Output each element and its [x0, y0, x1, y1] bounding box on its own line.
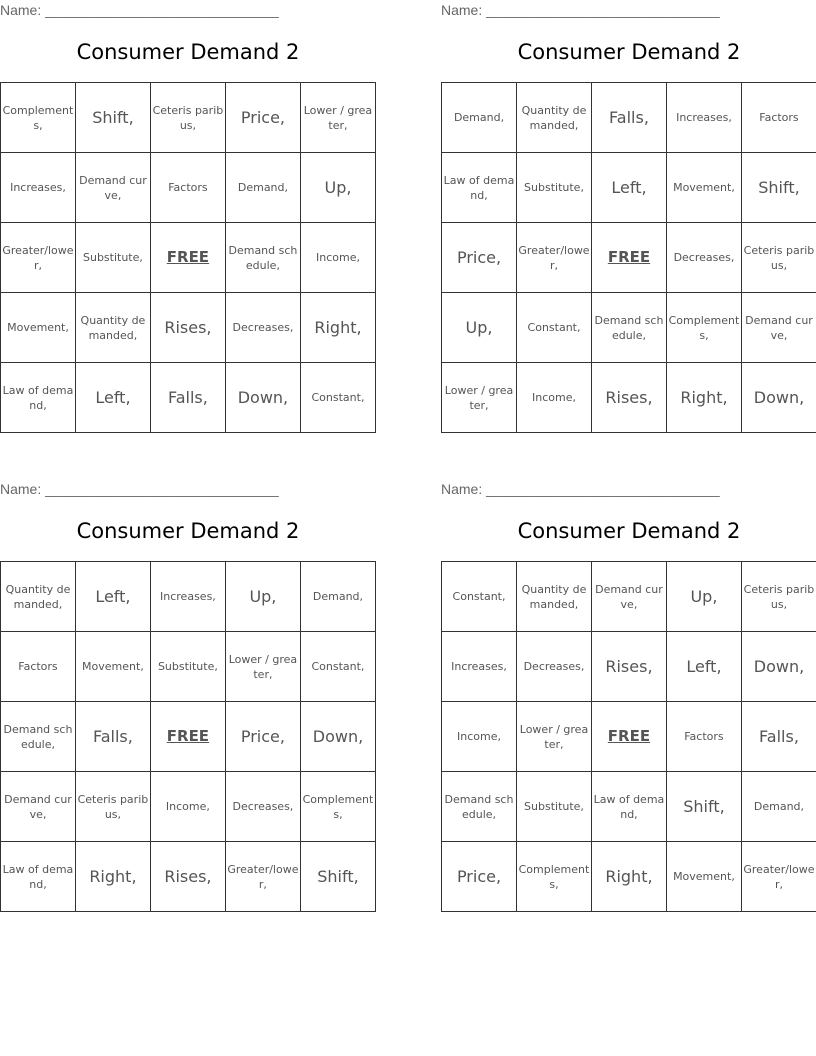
grid-row [442, 83, 816, 153]
bingo-cell: Rises, [591, 632, 666, 702]
bingo-cell: Law of demand, [442, 153, 517, 223]
grid-row [442, 223, 816, 293]
bingo-cell: Left, [666, 632, 741, 702]
grid-row [1, 842, 376, 912]
bingo-cell: Price, [442, 223, 517, 293]
bingo-cell: Demand schedule, [225, 223, 300, 293]
bingo-cell: Demand curve, [591, 562, 666, 632]
card-title: Consumer Demand 2 [517, 519, 741, 543]
bingo-cell: Law of demand, [591, 772, 666, 842]
bingo-cell: Greater/lower, [517, 223, 592, 293]
bingo-cell: Lower / greater, [300, 83, 375, 153]
bingo-cell: Ceteris paribus, [150, 83, 225, 153]
bingo-cell: Income, [150, 772, 225, 842]
bingo-cell: Down, [225, 363, 300, 433]
bingo-cell: Left, [75, 562, 150, 632]
bingo-cell: Down, [741, 632, 816, 702]
bingo-cell: Complements, [517, 842, 592, 912]
bingo-cell: Price, [442, 842, 517, 912]
free-space: FREE [591, 223, 666, 293]
bingo-cell: Income, [442, 702, 517, 772]
free-space: FREE [150, 702, 225, 772]
bingo-cell: Up, [300, 153, 375, 223]
bingo-cell: Substitute, [517, 772, 592, 842]
bingo-cell: Movement, [75, 632, 150, 702]
grid-row [1, 363, 376, 433]
bingo-cell: Demand, [741, 772, 816, 842]
bingo-cell: Decreases, [225, 293, 300, 363]
bingo-cell: Decreases, [517, 632, 592, 702]
bingo-grid [441, 561, 816, 912]
bingo-cell: Falls, [591, 83, 666, 153]
bingo-cell: Substitute, [75, 223, 150, 293]
bingo-cell: Lower / greater, [517, 702, 592, 772]
bingo-cell: Right, [300, 293, 375, 363]
bingo-cell: Constant, [517, 293, 592, 363]
bingo-cell: Demand curve, [741, 293, 816, 363]
name-field[interactable]: Name: ______________________________ [0, 2, 279, 18]
bingo-cell: Complements, [666, 293, 741, 363]
bingo-cell: Shift, [300, 842, 375, 912]
bingo-cell: Substitute, [150, 632, 225, 702]
bingo-cell: Demand, [442, 83, 517, 153]
bingo-cell: Ceteris paribus, [741, 223, 816, 293]
bingo-cell: Factors [666, 702, 741, 772]
grid-row [1, 772, 376, 842]
bingo-cell: Complements, [300, 772, 375, 842]
bingo-cell: Quantity demanded, [1, 562, 76, 632]
bingo-cell: Income, [300, 223, 375, 293]
bingo-cell: Rises, [591, 363, 666, 433]
grid-row [442, 842, 816, 912]
grid-row [1, 293, 376, 363]
bingo-cell: Demand schedule, [1, 702, 76, 772]
bingo-cell: Falls, [75, 702, 150, 772]
bingo-cell: Demand, [300, 562, 375, 632]
bingo-cell: Factors [150, 153, 225, 223]
card-title: Consumer Demand 2 [517, 40, 741, 64]
bingo-cell: Demand, [225, 153, 300, 223]
bingo-cell: Shift, [741, 153, 816, 223]
bingo-cell: Decreases, [225, 772, 300, 842]
grid-row [1, 562, 376, 632]
bingo-cell: Factors [1, 632, 76, 702]
bingo-cell: Quantity demanded, [75, 293, 150, 363]
bingo-cell: Law of demand, [1, 363, 76, 433]
grid-row [442, 702, 816, 772]
bingo-cell: Law of demand, [1, 842, 76, 912]
free-space: FREE [591, 702, 666, 772]
bingo-cell: Falls, [150, 363, 225, 433]
bingo-cell: Movement, [666, 842, 741, 912]
grid-row [442, 153, 816, 223]
grid-row [1, 702, 376, 772]
bingo-cell: Increases, [666, 83, 741, 153]
card-title: Consumer Demand 2 [76, 40, 300, 64]
grid-row [1, 153, 376, 223]
bingo-cell: Up, [666, 562, 741, 632]
bingo-cell: Demand curve, [1, 772, 76, 842]
bingo-cell: Up, [442, 293, 517, 363]
bingo-cell: Ceteris paribus, [741, 562, 816, 632]
bingo-cell: Right, [666, 363, 741, 433]
bingo-cell: Demand schedule, [442, 772, 517, 842]
bingo-cell: Movement, [1, 293, 76, 363]
bingo-cell: Increases, [150, 562, 225, 632]
bingo-cell: Decreases, [666, 223, 741, 293]
bingo-cell: Left, [75, 363, 150, 433]
bingo-cell: Lower / greater, [442, 363, 517, 433]
grid-row [442, 772, 816, 842]
grid-row [442, 293, 816, 363]
name-field[interactable]: Name: ______________________________ [441, 2, 720, 18]
bingo-cell: Up, [225, 562, 300, 632]
name-field[interactable]: Name: ______________________________ [441, 481, 720, 497]
bingo-cell: Constant, [442, 562, 517, 632]
bingo-grid [0, 82, 376, 433]
bingo-cell: Down, [741, 363, 816, 433]
name-field[interactable]: Name: ______________________________ [0, 481, 279, 497]
grid-row [442, 562, 816, 632]
bingo-cell: Constant, [300, 363, 375, 433]
bingo-cell: Increases, [1, 153, 76, 223]
bingo-cell: Complements, [1, 83, 76, 153]
bingo-cell: Income, [517, 363, 592, 433]
bingo-cell: Substitute, [517, 153, 592, 223]
bingo-cell: Rises, [150, 293, 225, 363]
bingo-cell: Right, [75, 842, 150, 912]
bingo-cell: Factors [741, 83, 816, 153]
card-title: Consumer Demand 2 [76, 519, 300, 543]
grid-row [1, 83, 376, 153]
bingo-cell: Greater/lower, [225, 842, 300, 912]
bingo-cell: Lower / greater, [225, 632, 300, 702]
bingo-cell: Demand schedule, [591, 293, 666, 363]
grid-row [1, 632, 376, 702]
grid-row [442, 632, 816, 702]
bingo-cell: Quantity demanded, [517, 83, 592, 153]
bingo-cell: Constant, [300, 632, 375, 702]
bingo-cell: Greater/lower, [1, 223, 76, 293]
grid-row [1, 223, 376, 293]
bingo-cell: Movement, [666, 153, 741, 223]
bingo-cell: Falls, [741, 702, 816, 772]
bingo-cell: Shift, [666, 772, 741, 842]
bingo-cell: Quantity demanded, [517, 562, 592, 632]
bingo-cell: Down, [300, 702, 375, 772]
bingo-cell: Demand curve, [75, 153, 150, 223]
bingo-cell: Greater/lower, [741, 842, 816, 912]
bingo-cell: Left, [591, 153, 666, 223]
grid-row [442, 363, 816, 433]
bingo-cell: Ceteris paribus, [75, 772, 150, 842]
bingo-grid [441, 82, 816, 433]
bingo-cell: Shift, [75, 83, 150, 153]
bingo-cell: Rises, [150, 842, 225, 912]
bingo-cell: Right, [591, 842, 666, 912]
free-space: FREE [150, 223, 225, 293]
bingo-grid [0, 561, 376, 912]
bingo-cell: Price, [225, 83, 300, 153]
bingo-cell: Increases, [442, 632, 517, 702]
bingo-cell: Price, [225, 702, 300, 772]
